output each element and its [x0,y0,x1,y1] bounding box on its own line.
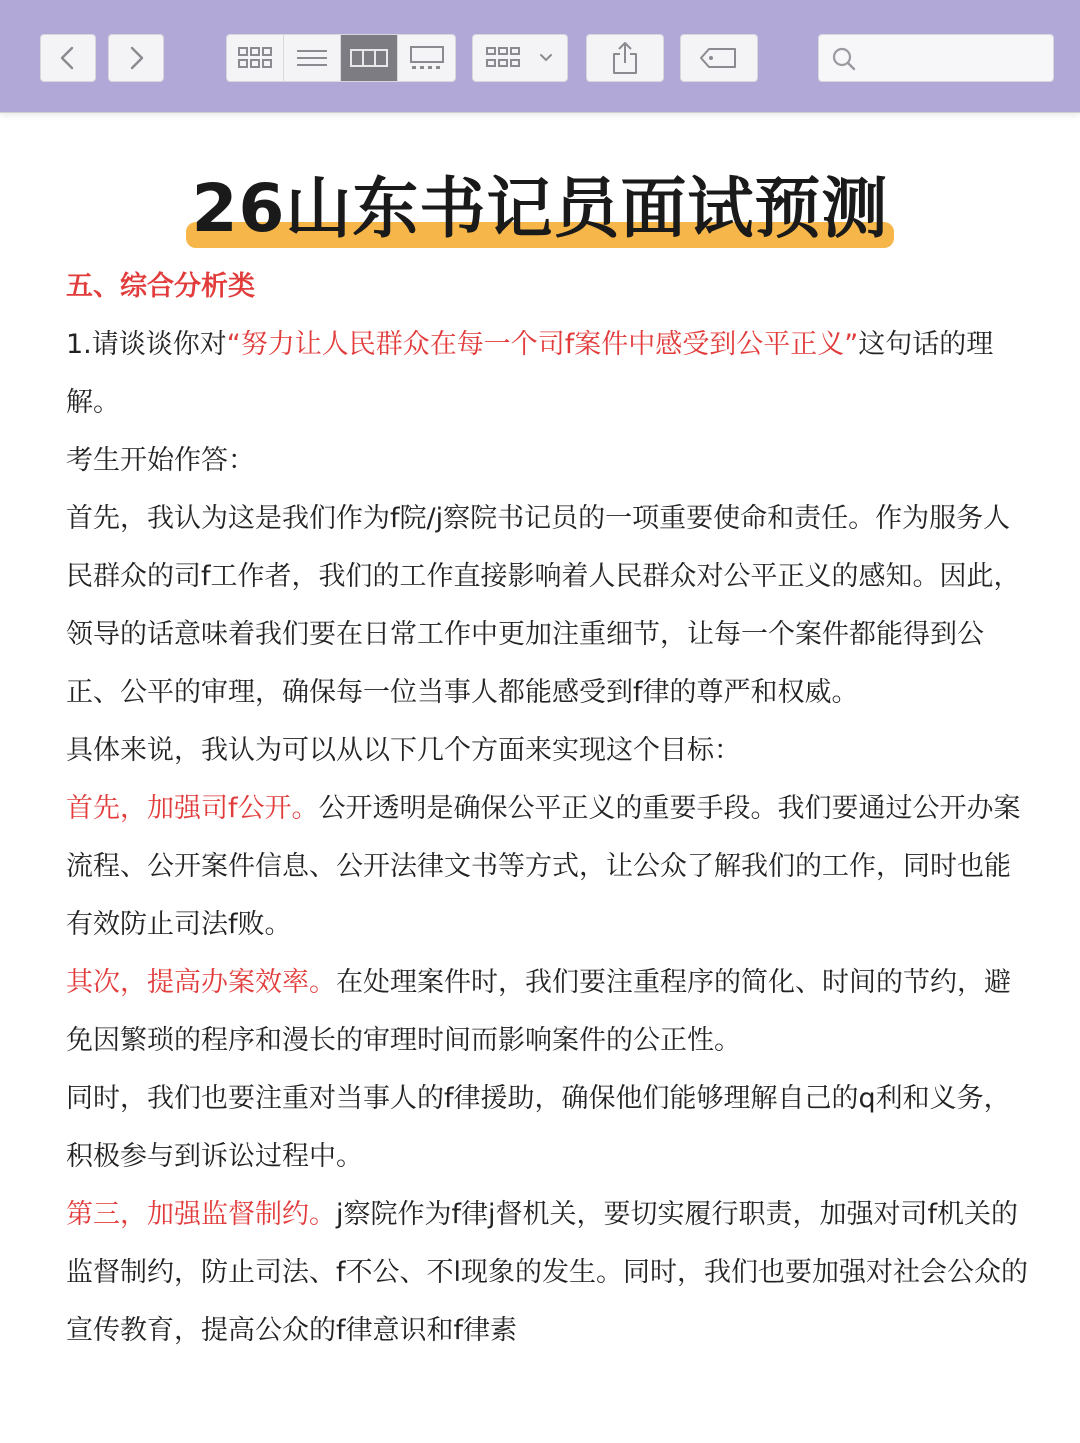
list-view-icon [295,46,329,70]
question-prefix: 1.请谈谈你对 [66,329,227,360]
icon-view-button[interactable] [227,35,284,81]
point-1 [66,780,1034,954]
point-2-lead: 其次，提高办案效率。 [66,967,336,998]
column-view-button[interactable] [341,35,398,81]
paragraph-1: 首先，我认为这是我们作为f院/j察院书记员的一项重要使命和责任。作为服务人民群众的司f工作者，我们的工作直接影响着人民群众对公平正义的感知。因此，领导的话意味着我们要在日常工作中更加注重细节，让每一个案件都能得到公正、公平的审理，确保每一位当事人都能感受到f律的尊严和权威。 [66,503,1021,708]
view-mode-segmented-control [226,34,456,82]
question-quote: “努力让人民群众在每一个司f案件中感受到公平正义” [226,329,859,360]
section-heading: 五、综合分析类 [66,271,255,302]
title-container [0,166,1080,252]
paragraph-2: 具体来说，我认为可以从以下几个方面来实现这个目标： [66,735,741,766]
chevron-left-icon [57,45,79,71]
gallery-view-icon [407,45,447,71]
point-2-text: 在处理案件时，我们要注重程序的简化、时间的节约，避免因繁琐的程序和漫长的审理时间而影响案件的公正性。 [66,967,1011,1056]
answer-intro: 考生开始作答： [66,445,255,476]
window-toolbar [0,0,1080,113]
back-button[interactable] [40,34,96,82]
tag-icon [699,45,739,71]
group-by-button[interactable] [472,34,568,82]
page-title-text: 26山东书记员面试预测 [191,170,889,247]
point-1-lead: 首先，加强司f公开。 [66,793,319,824]
question-suffix: 这句话的理解。 [66,329,994,418]
forward-button[interactable] [108,34,164,82]
group-by-icon [483,44,557,72]
point-3-lead: 第三，加强监督制约。 [66,1199,336,1230]
tag-button[interactable] [680,34,758,82]
search-icon [831,46,857,72]
point-3-text: j察院作为f律j督机关，要切实履行职责，加强对司f机关的监督制约，防止司法、f不公、不l现象的发生。同时，我们也要加强对社会公众的宣传教育，提高公众的f律意识和f律素 [66,1199,1029,1346]
icon-grid-view-icon [235,45,275,71]
document-body [66,258,1034,1360]
gallery-view-button[interactable] [398,35,455,81]
share-icon [610,41,640,75]
question [66,316,1034,432]
point-1-text: 公开透明是确保公平正义的重要手段。我们要通过公开办案流程、公开案件信息、公开法律文书等方式，让公众了解我们的工作，同时也能有效防止司法f败。 [66,793,1021,940]
point-2 [66,954,1034,1070]
paragraph-3: 同时，我们也要注重对当事人的f律援助，确保他们能够理解自己的q利和义务，积极参与到诉讼过程中。 [66,1083,1011,1172]
chevron-right-icon [125,45,147,71]
point-3 [66,1186,1034,1360]
search-input[interactable] [867,43,1047,75]
page-title [186,166,895,252]
search-field[interactable] [818,34,1054,82]
share-button[interactable] [586,34,664,82]
column-view-icon [349,46,389,70]
list-view-button[interactable] [284,35,341,81]
